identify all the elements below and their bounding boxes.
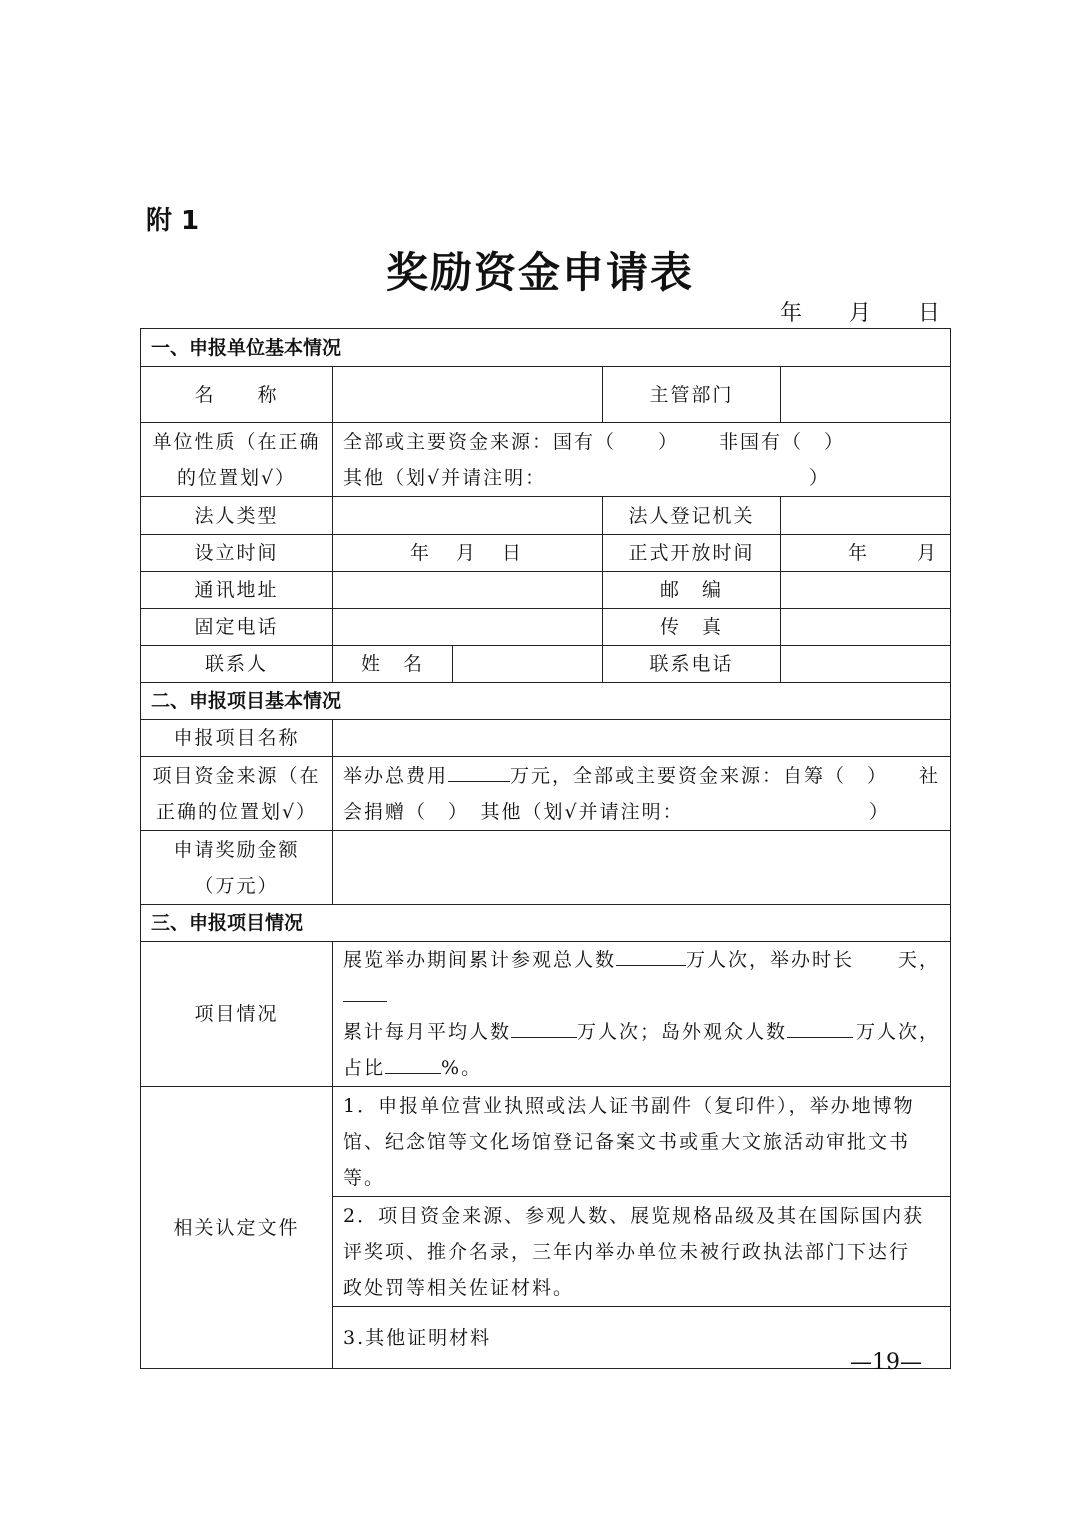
unit-nature-label-line1: 单位性质（在正确 [152,430,321,453]
opening-label: 正式开放时间 [603,535,781,572]
form-title: 奖励资金申请表 [385,248,694,297]
fund-total-cost: 举办总费用 [343,764,449,787]
unit-nature-field[interactable] [333,423,951,497]
situation-line2 [343,1014,940,1050]
fund-total-blank[interactable] [448,761,510,782]
situation-line1 [343,942,940,1014]
opening-field[interactable]: 年 月 [781,535,951,572]
docs-label: 相关认定文件 [141,1087,333,1369]
supervisor-label: 主管部门 [603,367,781,423]
nature-state-owned: 全部或主要资金来源：国有（ ） [343,430,680,453]
page-number: —19— [850,1350,922,1375]
doc2-line3: 政处罚等相关佐证材料。 [343,1276,575,1299]
sit-outside-blank[interactable] [787,1017,853,1038]
section1-title: 一、申报单位基本情况 [141,329,951,367]
sit-total-visitors: 展览举办期间累计参观总人数 [343,949,617,971]
fund-source-label-line1: 项目资金来源（在 [152,764,321,787]
contact-name-label: 姓 名 [333,646,453,683]
unit-nature-line2 [343,460,940,496]
doc2-line2: 评奖项、推介名录，三年内举办单位未被行政执法部门下达行 [343,1240,911,1263]
situation-label: 项目情况 [141,942,333,1087]
application-form-table [140,328,951,1369]
sit-ratio: 占比 [343,1057,386,1079]
postcode-label: 邮 编 [603,572,781,609]
date-month: 月 [848,301,871,326]
doc-item-3: 3.其他证明材料 [333,1307,951,1369]
sit-outside-unit: 万人次， [855,1021,940,1043]
contact-label: 联系人 [141,646,333,683]
postcode-field[interactable] [781,572,951,609]
fund-other-close: ） [868,800,890,823]
fax-field[interactable] [781,609,951,646]
legal-reg-field[interactable] [781,497,951,535]
contact-phone-label: 联系电话 [603,646,781,683]
doc1-line3: 等。 [343,1166,386,1189]
unit-name-field[interactable] [333,367,603,423]
fund-donation-other: 会捐赠（ ） 其他（划√并请注明： [343,800,684,823]
supervisor-field[interactable] [781,367,951,423]
established-field[interactable]: 年 月 日 [333,535,603,572]
unit-nature-label-line2: 的位置划√） [176,466,297,489]
fund-source-label-line2: 正确的位置划√） [155,800,318,823]
sit-duration: 万人次，举办时长 [686,949,855,971]
amount-label [141,831,333,905]
legal-type-field[interactable] [333,497,603,535]
fund-source-label [141,757,333,831]
fund-self-raised: 万元，全部或主要资金来源：自筹（ ） [510,764,889,787]
date-year: 年 [780,301,803,326]
sit-ratio-blank[interactable] [385,1053,441,1074]
sit-monthly-avg: 累计每月平均人数 [343,1021,512,1043]
doc1-line1: 1．申报单位营业执照或法人证书副件（复印件），举办地博物 [343,1094,915,1117]
attachment-label: 附 1 [146,206,200,236]
section2-title: 二、申报项目基本情况 [141,683,951,720]
contact-name-field[interactable] [453,646,603,683]
sit-monthly-blank[interactable] [511,1017,577,1038]
amount-field[interactable] [333,831,951,905]
fax-label: 传 真 [603,609,781,646]
contact-phone-field[interactable] [781,646,951,683]
sit-duration-blank[interactable] [343,981,387,1002]
doc2-line1: 2．项目资金来源、参观人数、展览规格品级及其在国际国内获 [343,1204,925,1227]
sit-days: 天， [897,949,940,971]
sit-percent: %。 [441,1057,483,1079]
unit-name-label: 名 称 [141,367,333,423]
address-field[interactable] [333,572,603,609]
project-name-field[interactable] [333,720,951,757]
nature-non-state: 非国有（ ） [719,430,846,453]
sit-outside-visitors: 万人次；岛外观众人数 [577,1021,788,1043]
fund-source-line1 [343,758,940,794]
unit-nature-line1 [343,424,940,460]
unit-nature-label [141,423,333,497]
project-name-label: 申报项目名称 [141,720,333,757]
fund-source-field[interactable] [333,757,951,831]
date-day: 日 [917,301,940,326]
situation-field[interactable] [333,942,951,1087]
phone-label: 固定电话 [141,609,333,646]
nature-other: 其他（划√并请注明： [343,466,547,489]
address-label: 通讯地址 [141,572,333,609]
section3-title: 三、申报项目情况 [141,905,951,942]
amount-label-line1: 申请奖励金额 [173,838,300,861]
phone-field[interactable] [333,609,603,646]
legal-reg-label: 法人登记机关 [603,497,781,535]
doc-item-1 [333,1087,951,1197]
doc1-line2: 馆、纪念馆等文化场馆登记备案文书或重大文旅活动审批文书 [343,1130,911,1153]
sit-total-blank[interactable] [616,945,686,966]
nature-other-close: ） [808,466,830,489]
fund-social-start: 社 [918,764,940,787]
established-label: 设立时间 [141,535,333,572]
form-date [780,296,940,327]
amount-label-line2: （万元） [194,874,279,897]
doc-item-2 [333,1197,951,1307]
situation-line3 [343,1050,940,1086]
fund-source-line2 [343,794,940,830]
legal-type-label: 法人类型 [141,497,333,535]
